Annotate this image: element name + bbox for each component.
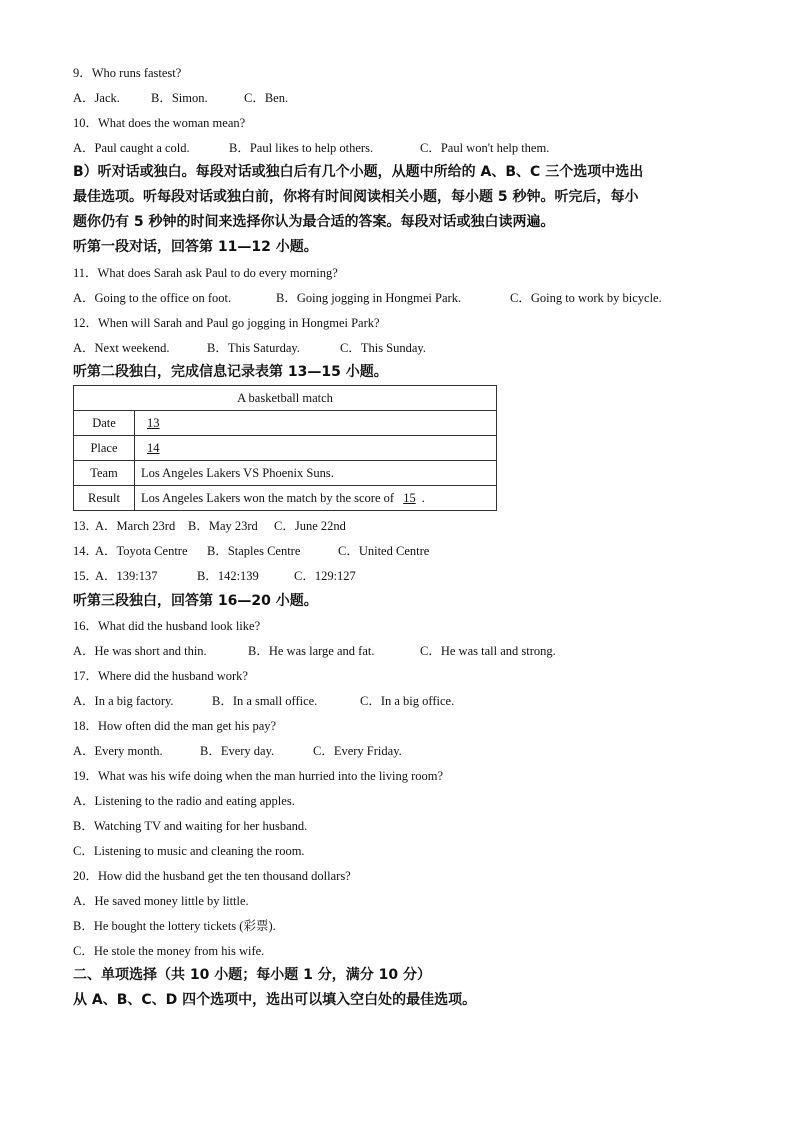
option-c: C．He was tall and strong. bbox=[420, 644, 556, 658]
result-suffix: . bbox=[421, 490, 425, 505]
table-row bbox=[74, 386, 497, 411]
part-b-instruction-line-3: 题你仍有 5 秒钟的时间来选择你认为最合适的答案。每段对话或独白读两遍。 bbox=[73, 214, 555, 230]
option-a: A．Toyota Centre bbox=[95, 544, 188, 558]
question-14-options bbox=[73, 543, 429, 559]
option-c: C．Paul won't help them. bbox=[420, 141, 550, 155]
date-label: Date bbox=[74, 411, 135, 436]
question-17-stem: 17．Where did the husband work? bbox=[73, 669, 248, 683]
question-9-options bbox=[73, 90, 288, 106]
blank-14: 14 bbox=[147, 440, 160, 455]
question-19-option-b: B．Watching TV and waiting for her husband. bbox=[73, 819, 308, 833]
table-row bbox=[74, 436, 497, 461]
section-2-heading: 听第二段独白，完成信息记录表第 13—15 小题。 bbox=[73, 364, 388, 380]
option-a: A．Next weekend. bbox=[73, 341, 170, 355]
option-a: A．Every month. bbox=[73, 744, 163, 758]
question-19-option-c: C．Listening to music and cleaning the room. bbox=[73, 844, 305, 858]
question-10-stem: 10．What does the woman mean? bbox=[73, 116, 246, 130]
part-2-title: 二、单项选择（共 10 小题；每小题 1 分，满分 10 分） bbox=[73, 967, 431, 983]
option-b: B．Paul likes to help others. bbox=[229, 141, 374, 155]
question-10-options bbox=[73, 140, 549, 156]
question-11-options bbox=[73, 290, 662, 306]
info-record-table bbox=[73, 385, 497, 511]
option-c: C．United Centre bbox=[338, 544, 430, 558]
result-label: Result bbox=[74, 486, 135, 511]
option-c: C．129:127 bbox=[294, 569, 356, 583]
part-b-instruction-line-1: B）听对话或独白。每段对话或独白后有几个小题，从题中所给的 A、B、C 三个选项中选出 bbox=[73, 164, 644, 180]
section-3-heading: 听第三段独白，回答第 16—20 小题。 bbox=[73, 593, 318, 609]
option-b: B．Every day. bbox=[200, 744, 275, 758]
table-title: A basketball match bbox=[74, 386, 497, 411]
blank-15: 15 bbox=[403, 490, 416, 505]
option-a: A．139:137 bbox=[95, 569, 158, 583]
question-20-stem: 20．How did the husband get the ten thousand dollars? bbox=[73, 869, 351, 883]
option-c: C．This Sunday. bbox=[340, 341, 426, 355]
question-number: 13． bbox=[73, 519, 99, 533]
question-16-options bbox=[73, 643, 556, 659]
question-20-option-b: B．He bought the lottery tickets (彩票). bbox=[73, 919, 276, 933]
blank-13: 13 bbox=[147, 415, 160, 430]
question-19-stem: 19．What was his wife doing when the man hurried into the living room? bbox=[73, 769, 444, 783]
table-row bbox=[74, 486, 497, 511]
result-text: Los Angeles Lakers won the match by the score of bbox=[141, 490, 395, 505]
option-c: C．In a big office. bbox=[360, 694, 455, 708]
option-a: A．He was short and thin. bbox=[73, 644, 207, 658]
question-13-options bbox=[73, 518, 346, 534]
question-number: 15． bbox=[73, 569, 99, 583]
table-row bbox=[74, 411, 497, 436]
section-1-heading: 听第一段对话，回答第 11—12 小题。 bbox=[73, 239, 318, 255]
option-b: B．In a small office. bbox=[212, 694, 318, 708]
question-11-stem: 11．What does Sarah ask Paul to do every morning? bbox=[73, 266, 338, 280]
question-number: 14． bbox=[73, 544, 99, 558]
date-cell bbox=[135, 411, 497, 436]
option-b: B．Staples Centre bbox=[207, 544, 301, 558]
question-17-options bbox=[73, 693, 454, 709]
option-a: A．Jack. bbox=[73, 91, 120, 105]
question-19-option-a: A．Listening to the radio and eating apples. bbox=[73, 794, 295, 808]
team-value: Los Angeles Lakers VS Phoenix Suns. bbox=[135, 461, 497, 486]
place-label: Place bbox=[74, 436, 135, 461]
question-15-options bbox=[73, 568, 356, 584]
option-c: C．Going to work by bicycle. bbox=[510, 291, 662, 305]
option-b: B．This Saturday. bbox=[207, 341, 300, 355]
question-18-stem: 18．How often did the man get his pay? bbox=[73, 719, 277, 733]
part-b-instruction-line-2: 最佳选项。听每段对话或独白前，你将有时间阅读相关小题，每小题 5 秒钟。听完后，每小 bbox=[73, 189, 639, 205]
question-12-stem: 12．When will Sarah and Paul go jogging in Hongmei Park? bbox=[73, 316, 380, 330]
option-a: A．In a big factory. bbox=[73, 694, 174, 708]
part-2-instruction: 从 A、B、C、D 四个选项中，选出可以填入空白处的最佳选项。 bbox=[73, 992, 477, 1008]
question-12-options bbox=[73, 340, 426, 356]
option-b: B．142:139 bbox=[197, 569, 259, 583]
option-a: A．March 23rd bbox=[95, 519, 176, 533]
option-a: A．Going to the office on foot. bbox=[73, 291, 232, 305]
question-9-stem: 9．Who runs fastest? bbox=[73, 66, 182, 80]
table-row bbox=[74, 461, 497, 486]
question-18-options bbox=[73, 743, 402, 759]
team-label: Team bbox=[74, 461, 135, 486]
option-c: C．Ben. bbox=[244, 91, 289, 105]
question-20-option-c: C．He stole the money from his wife. bbox=[73, 944, 265, 958]
option-c: C．Every Friday. bbox=[313, 744, 402, 758]
place-cell bbox=[135, 436, 497, 461]
option-b: B．May 23rd bbox=[188, 519, 258, 533]
result-cell bbox=[135, 486, 497, 511]
question-16-stem: 16．What did the husband look like? bbox=[73, 619, 261, 633]
option-b: B．Going jogging in Hongmei Park. bbox=[276, 291, 462, 305]
option-c: C．June 22nd bbox=[274, 519, 346, 533]
option-b: B．Simon. bbox=[151, 91, 208, 105]
option-a: A．Paul caught a cold. bbox=[73, 141, 190, 155]
option-b: B．He was large and fat. bbox=[248, 644, 375, 658]
question-20-option-a: A．He saved money little by little. bbox=[73, 894, 249, 908]
